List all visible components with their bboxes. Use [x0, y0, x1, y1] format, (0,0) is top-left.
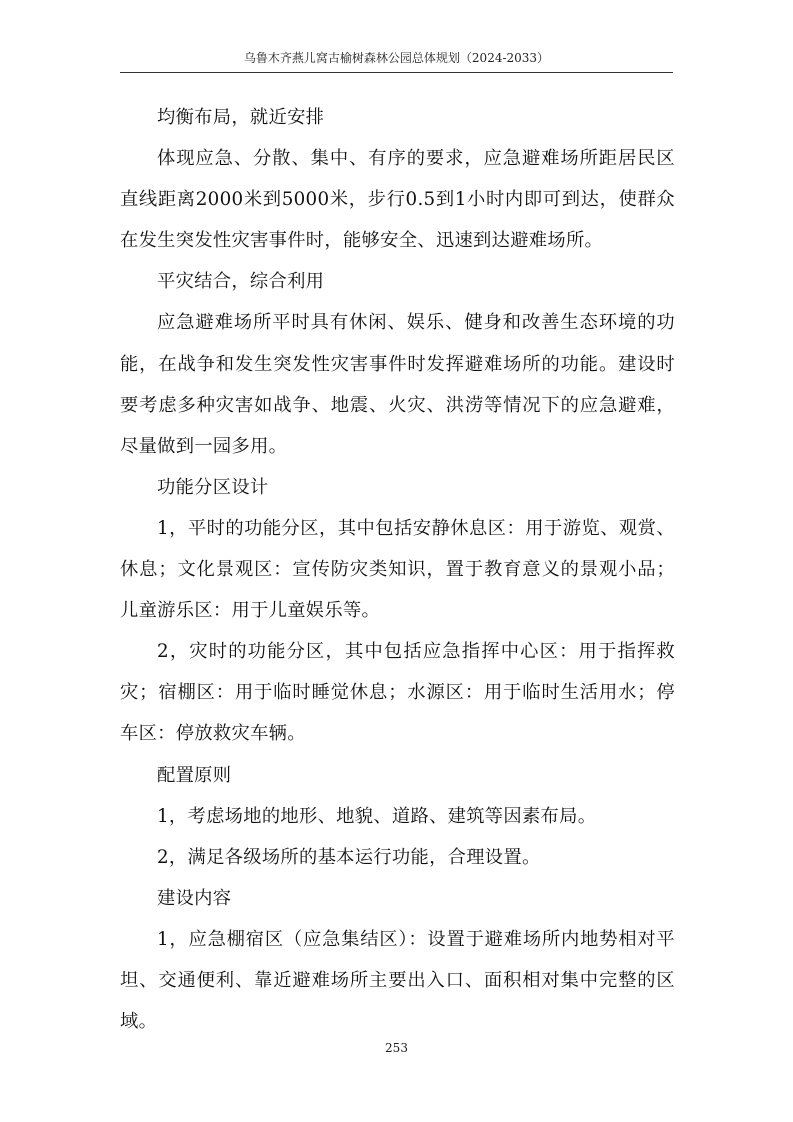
heading-construction-content: 建设内容 [157, 887, 232, 909]
document-body [120, 97, 675, 1042]
paragraph-multi-use: 应急避难场所平时具有休闲、娱乐、健身和改善生态环境的功能，在战争和发生突发性灾害事件时发挥避难场所的功能。建设时要考虑多种灾害如战争、地震、火灾、洪涝等情况下的应急避难，尽量做到一园多用。 [120, 312, 675, 457]
heading-peace-disaster: 平灾结合，综合利用 [157, 271, 325, 293]
heading-balanced-layout: 均衡布局，就近安排 [157, 107, 325, 128]
page-number: 253 [385, 1041, 408, 1055]
header-divider [120, 72, 673, 73]
paragraph-principle-1: 1，考虑场地的地形、地貌、道路、建筑等因素布局。 [157, 805, 597, 827]
paragraph-disaster-zones: 2，灾时的功能分区，其中包括应急指挥中心区：用于指挥救灾；宿棚区：用于临时睡觉休息；水源区：用于临时生活用水；停车区：停放救灾车辆。 [120, 641, 675, 745]
page-header: 乌鲁木齐燕儿窝古榆树森林公园总体规划（2024-2033） [243, 51, 550, 65]
paragraph-shelter-area: 1，应急棚宿区（应急集结区）：设置于避难场所内地势相对平坦、交通便利、靠近避难场所主要出入口、面积相对集中完整的区域。 [120, 928, 675, 1033]
paragraph-principle-2: 2，满足各级场所的基本运行功能，合理设置。 [157, 846, 541, 868]
heading-function-zoning: 功能分区设计 [157, 476, 269, 498]
paragraph-distance-requirement: 体现应急、分散、集中、有序的要求，应急避难场所距居民区直线距离2000米到5000米，步行0.5到1小时内即可到达，使群众在发生突发性灾害事件时，能够安全、迅速到达避难场所。 [120, 148, 675, 252]
paragraph-peacetime-zones: 1，平时的功能分区，其中包括安静休息区：用于游览、观赏、休息；文化景观区：宣传防灾类知识，置于教育意义的景观小品；儿童游乐区：用于儿童娱乐等。 [120, 517, 675, 622]
heading-configuration-principles: 配置原则 [157, 764, 232, 786]
